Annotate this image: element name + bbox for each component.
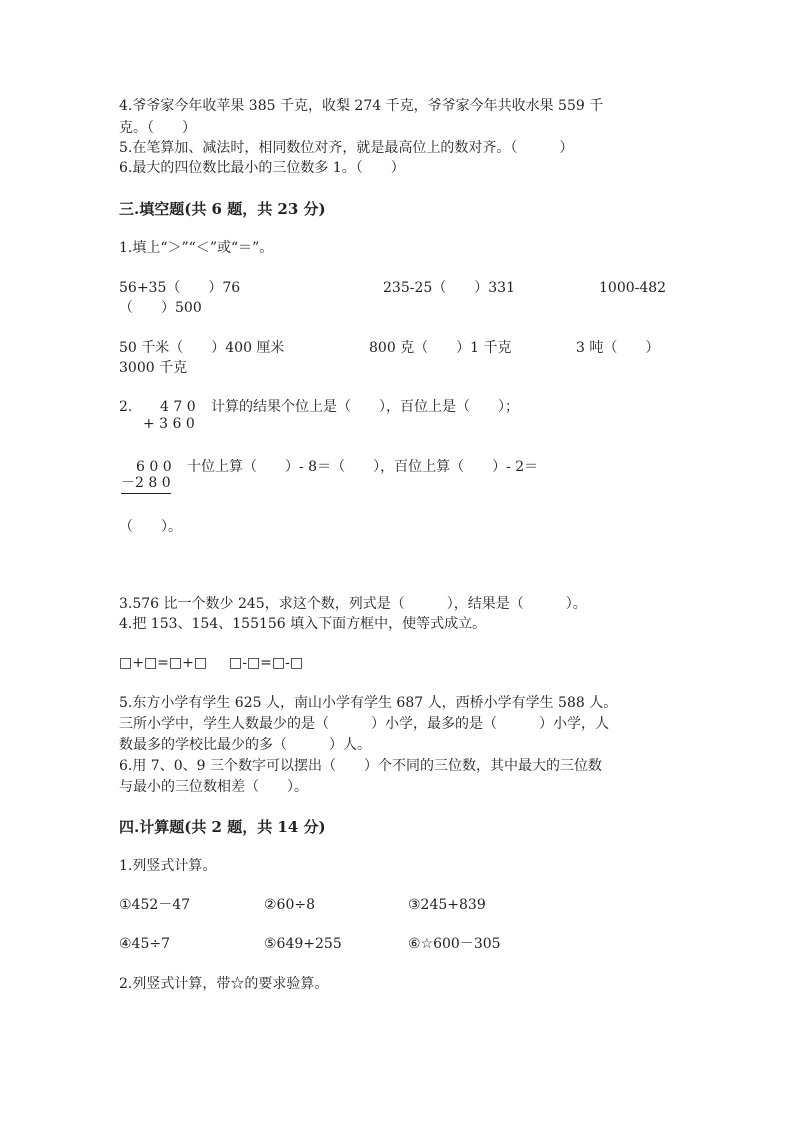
- calc-q1-stem: 1.列竖式计算。: [119, 858, 217, 874]
- fill-q4-equation-add: □+□=□+□: [119, 655, 208, 671]
- fill-q4-stem: 4.把 153、154、155156 填入下面方框中，使等式成立。: [119, 616, 487, 632]
- fill-q4-equation-sub: □-□=□-□: [229, 655, 304, 671]
- judgment-q5: 5.在笔算加、减法时，相同数位对齐，就是最高位上的数对齐。（ ）: [119, 140, 574, 156]
- fill-q1-row2-c: 3 吨（ ）: [576, 340, 660, 356]
- calc-item-4: ④45÷7: [119, 936, 171, 952]
- vertical-calc-1-bottom: + 3 6 0: [143, 416, 195, 432]
- judgment-q4-line2: 克。（ ）: [119, 120, 196, 136]
- fill-q1-row1-c: 1000-482: [599, 280, 667, 296]
- vertical-calc-2-top: 6 0 0: [136, 459, 172, 475]
- judgment-q4-line1: 4.爷爷家今年收苹果 385 千克，收梨 274 千克，爷爷家今年共收水果 559 千: [119, 98, 604, 114]
- calc-item-2: ②60÷8: [264, 897, 316, 913]
- calc-item-1: ①452－47: [119, 897, 191, 913]
- fill-q1-row2-wrap: 3000 千克: [119, 360, 188, 376]
- vertical-calc-2-bottom: －2 8 0: [121, 473, 171, 494]
- vertical-calc-1-top: 4 7 0: [160, 399, 196, 415]
- fill-q2-text3: （ ）。: [119, 519, 182, 535]
- fill-q2-text2: 十位上算（ ）- 8＝（ ），百位上算（ ）- 2＝: [187, 459, 539, 475]
- judgment-q6: 6.最大的四位数比最小的三位数多 1。（ ）: [119, 160, 405, 176]
- calc-q2-stem: 2.列竖式计算，带☆的要求验算。: [119, 976, 329, 992]
- fill-q1-row2-b: 800 克（ ）1 千克: [369, 340, 512, 356]
- calc-item-6: ⑥☆600－305: [408, 936, 501, 952]
- calc-item-3: ③245+839: [408, 897, 486, 913]
- fill-q1-row1-a: 56+35（ ）76: [119, 280, 241, 296]
- fill-q1-row1-b: 235-25（ ）331: [383, 280, 515, 296]
- fill-q1-row2-a: 50 千米（ ）400 厘米: [119, 340, 285, 356]
- fill-q6-line1: 6.用 7、0、9 三个数字可以摆出（ ）个不同的三位数，其中最大的三位数: [119, 758, 602, 774]
- fill-q1-stem: 1.填上“＞”“＜”或“＝”。: [119, 240, 274, 256]
- fill-q1-row1-wrap: （ ）500: [119, 300, 202, 316]
- fill-q5-line3: 数最多的学校比最少的多（ ）人。: [119, 737, 371, 753]
- section-heading-fill-in: 三.填空题(共 6 题，共 23 分): [119, 200, 326, 218]
- fill-q3: 3.576 比一个数少 245，求这个数，列式是（ ），结果是（ ）。: [119, 596, 587, 612]
- fill-q5-line1: 5.东方小学有学生 625 人，南山小学有学生 687 人，西桥小学有学生 588 人。: [119, 695, 618, 711]
- section-heading-calculation: 四.计算题(共 2 题，共 14 分): [119, 818, 326, 836]
- calc-item-5: ⑤649+255: [264, 936, 342, 952]
- fill-q2-text1: 计算的结果个位上是（ ），百位上是（ ）；: [211, 399, 519, 415]
- fill-q2-number: 2.: [119, 399, 133, 415]
- fill-q6-line2: 与最小的三位数相差（ ）。: [119, 779, 308, 795]
- fill-q5-line2: 三所小学中，学生人数最少的是（ ）小学，最多的是（ ）小学，人: [119, 716, 609, 732]
